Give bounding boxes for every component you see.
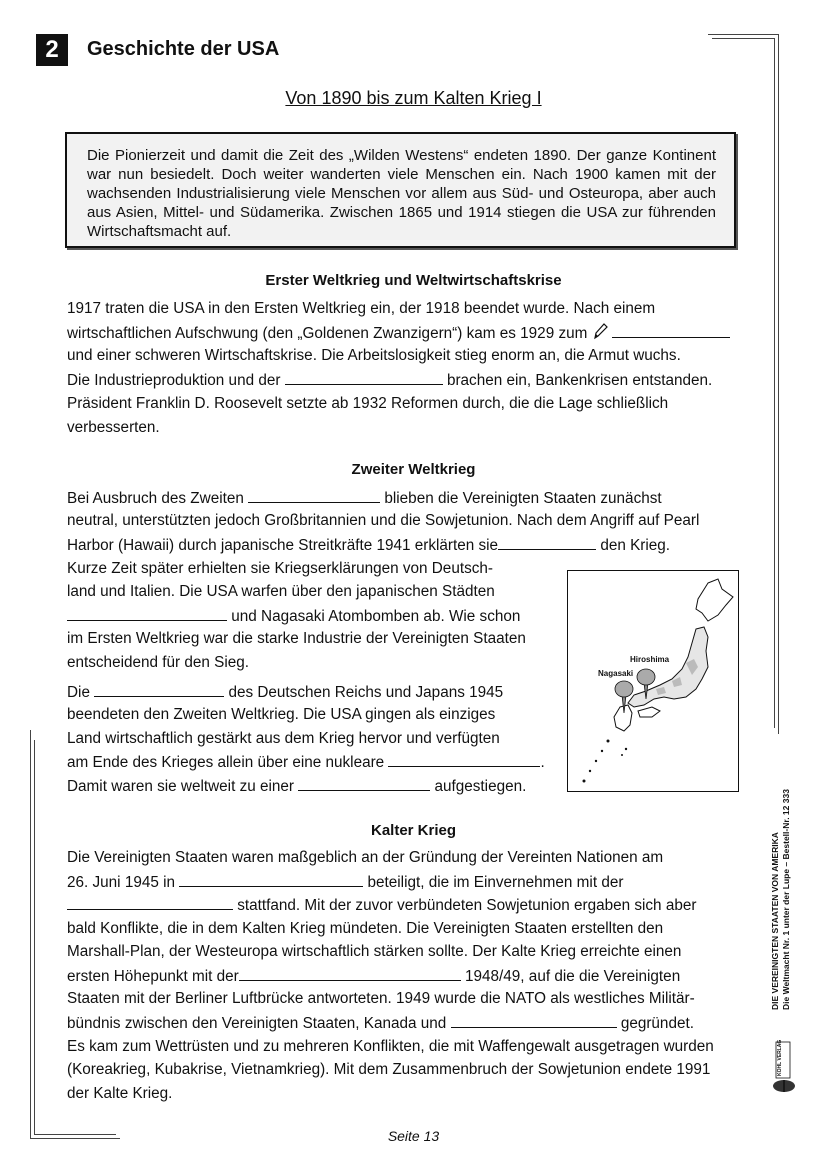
side-text-line: Die Weltmacht Nr. 1 unter der Lupe – Bestell-Nr. 12 333 <box>781 789 791 1010</box>
text-line <box>67 872 623 893</box>
text-fragment: aufgestiegen. <box>434 778 527 795</box>
text-fragment: blieben die Vereinigten Staaten zunächst <box>384 490 662 507</box>
side-publisher-text <box>770 789 792 1010</box>
map-label-hiroshima: Hiroshima <box>630 655 670 664</box>
text-fragment: ersten Höhepunkt mit der <box>67 968 239 985</box>
section-title-ww1: Erster Weltkrieg und Weltwirtschaftskrise <box>265 272 562 289</box>
text-fragment: Damit waren sie weltweit zu einer <box>67 778 294 795</box>
fill-in-blank[interactable] <box>94 682 224 697</box>
text-fragment: den Krieg. <box>600 537 671 554</box>
text-line: entscheidend für den Sieg. <box>67 654 249 671</box>
page-number: Seite 13 <box>387 1128 440 1144</box>
text-line: Staaten mit der Berliner Luftbrücke antworteten. 1949 wurde die NATO als westliches Militär- <box>67 990 695 1007</box>
text-fragment: Die <box>67 684 90 701</box>
text-line <box>67 776 526 797</box>
text-fragment: gegründet. <box>620 1015 694 1032</box>
map-label-nagasaki: Nagasaki <box>598 669 634 678</box>
text-line: bald Konflikte, die in dem Kalten Krieg mündeten. Die Vereinigten Staaten erstellten den <box>67 920 664 937</box>
pencil-icon <box>592 322 608 340</box>
frame-line-left <box>30 730 31 1138</box>
text-line: Kurze Zeit später erhielten sie Kriegserklärungen von Deutsch- <box>67 560 493 577</box>
text-line: Land wirtschaftlich gestärkt aus dem Krieg hervor und verfügten <box>67 730 500 747</box>
frame-line-right-inner <box>774 38 775 728</box>
mushroom-cloud-icon <box>615 681 633 713</box>
fill-in-blank[interactable] <box>179 872 363 887</box>
text-line: Marshall-Plan, der Westeuropa wirtschaftlich stärken sollte. Der Kalte Krieg erreichte einen <box>67 943 682 960</box>
text-fragment: Die Industrieproduktion und der <box>67 372 281 389</box>
text-line <box>67 370 712 391</box>
text-fragment: bündnis zwischen den Vereinigten Staaten, Kanada und <box>67 1015 447 1032</box>
fill-in-blank[interactable] <box>248 488 380 503</box>
fill-in-blank[interactable] <box>285 370 443 385</box>
japan-map-illustration <box>568 571 737 790</box>
japan-map <box>567 570 739 792</box>
text-line <box>67 966 680 987</box>
text-line: Präsident Franklin D. Roosevelt setzte ab 1932 Reformen durch, die die Lage schließlich <box>67 395 669 412</box>
text-fragment: 26. Juni 1945 in <box>67 874 176 891</box>
frame-line-top-inner <box>712 38 774 39</box>
text-fragment: stattfand. Mit der zuvor verbündeten Sowjetunion ergaben sich aber <box>237 897 697 914</box>
text-line: land und Italien. Die USA warfen über den japanischen Städten <box>67 583 495 600</box>
text-fragment: brachen ein, Bankenkrisen entstanden. <box>446 372 713 389</box>
fill-in-blank[interactable] <box>67 606 227 621</box>
fill-in-blank[interactable] <box>67 895 233 910</box>
text-fragment: beteiligt, die im Einvernehmen mit der <box>367 874 624 891</box>
section-title-cold-war: Kalter Krieg <box>370 822 457 839</box>
text-line: im Ersten Weltkrieg war die starke Industrie der Vereinigten Staaten <box>67 630 526 647</box>
text-fragment: Bei Ausbruch des Zweiten <box>67 490 244 507</box>
page-subtitle: Von 1890 bis zum Kalten Krieg I <box>285 88 542 108</box>
text-line: (Koreakrieg, Kubakrise, Vietnamkrieg). Mit dem Zusammenbruch der Sowjetunion endete 1991 <box>67 1061 711 1078</box>
fill-in-blank[interactable] <box>298 776 430 791</box>
frame-line-right <box>778 34 779 734</box>
text-fragment: Harbor (Hawaii) durch japanische Streitkräfte 1941 erklärten sie <box>67 537 499 554</box>
text-line: und einer schweren Wirtschaftskrise. Die Arbeitslosigkeit stieg enorm an, die Armut wuchs. <box>67 347 681 364</box>
text-fragment: . <box>540 754 545 771</box>
chapter-title: Geschichte der USA <box>87 38 280 60</box>
text-line <box>67 488 662 509</box>
side-text-line: DIE VEREINIGTEN STAATEN VON AMERIKA <box>770 832 780 1010</box>
text-line: beendeten den Zweiten Weltkrieg. Die USA gingen als einziges <box>67 706 496 723</box>
frame-line-left-inner <box>34 740 35 1134</box>
text-line <box>67 535 670 556</box>
text-line: neutral, unterstützten jedoch Großbritannien und die Sowjetunion. Nach dem Angriff auf Pearl <box>67 512 700 529</box>
publisher-logo <box>770 1040 798 1095</box>
text-line <box>67 1013 694 1034</box>
text-fragment: 1948/49, auf die die Vereinigten <box>465 968 681 985</box>
frame-line-top <box>708 34 778 35</box>
fill-in-blank[interactable] <box>239 966 461 981</box>
text-line: Es kam zum Wettrüsten und zu mehreren Konflikten, die mit Waffengewalt ausgetragen wurden <box>67 1038 714 1055</box>
logo-text: KOHL VERLAG <box>777 1039 783 1076</box>
text-line <box>67 322 730 344</box>
text-fragment: wirtschaftlichen Aufschwung (den „Goldenen Zwanzigern“) kam es 1929 zum <box>67 325 588 342</box>
text-line <box>67 752 545 773</box>
chapter-number: 2 <box>36 34 68 66</box>
text-line <box>67 682 503 703</box>
intro-box <box>65 132 736 248</box>
text-fragment: am Ende des Krieges allein über eine nukleare <box>67 754 385 771</box>
text-line: der Kalte Krieg. <box>67 1085 173 1102</box>
text-fragment: des Deutschen Reichs und Japans 1945 <box>228 684 504 701</box>
fill-in-blank[interactable] <box>388 752 540 767</box>
text-line: 1917 traten die USA in den Ersten Weltkrieg ein, der 1918 beendet wurde. Nach einem <box>67 300 656 317</box>
section-title-ww2: Zweiter Weltkrieg <box>351 461 476 478</box>
fill-in-blank[interactable] <box>498 535 596 550</box>
text-line: verbesserten. <box>67 419 160 436</box>
fill-in-blank[interactable] <box>612 323 730 338</box>
text-line <box>67 895 696 916</box>
text-line <box>67 606 520 627</box>
text-fragment: und Nagasaki Atombomben ab. Wie schon <box>231 608 521 625</box>
fill-in-blank[interactable] <box>451 1013 617 1028</box>
text-line: Die Vereinigten Staaten waren maßgeblich an der Gründung der Vereinten Nationen am <box>67 849 664 866</box>
intro-text: Die Pionierzeit und damit die Zeit des „Wilden Westens“ endeten 1890. Der ganze Kontinent war nun besiedelt. Doch weiter wanderten viele Menschen ein. Nach 1900 kamen mit der wachsenden Industrialisierung viele Menschen vor allem aus Süd- und Osteuropa, aber auch aus Asien, Mittel- und Südamerika. Zwischen 1865 und 1914 stiegen die USA zur führenden Wirtschaftsmacht auf. <box>87 147 716 240</box>
